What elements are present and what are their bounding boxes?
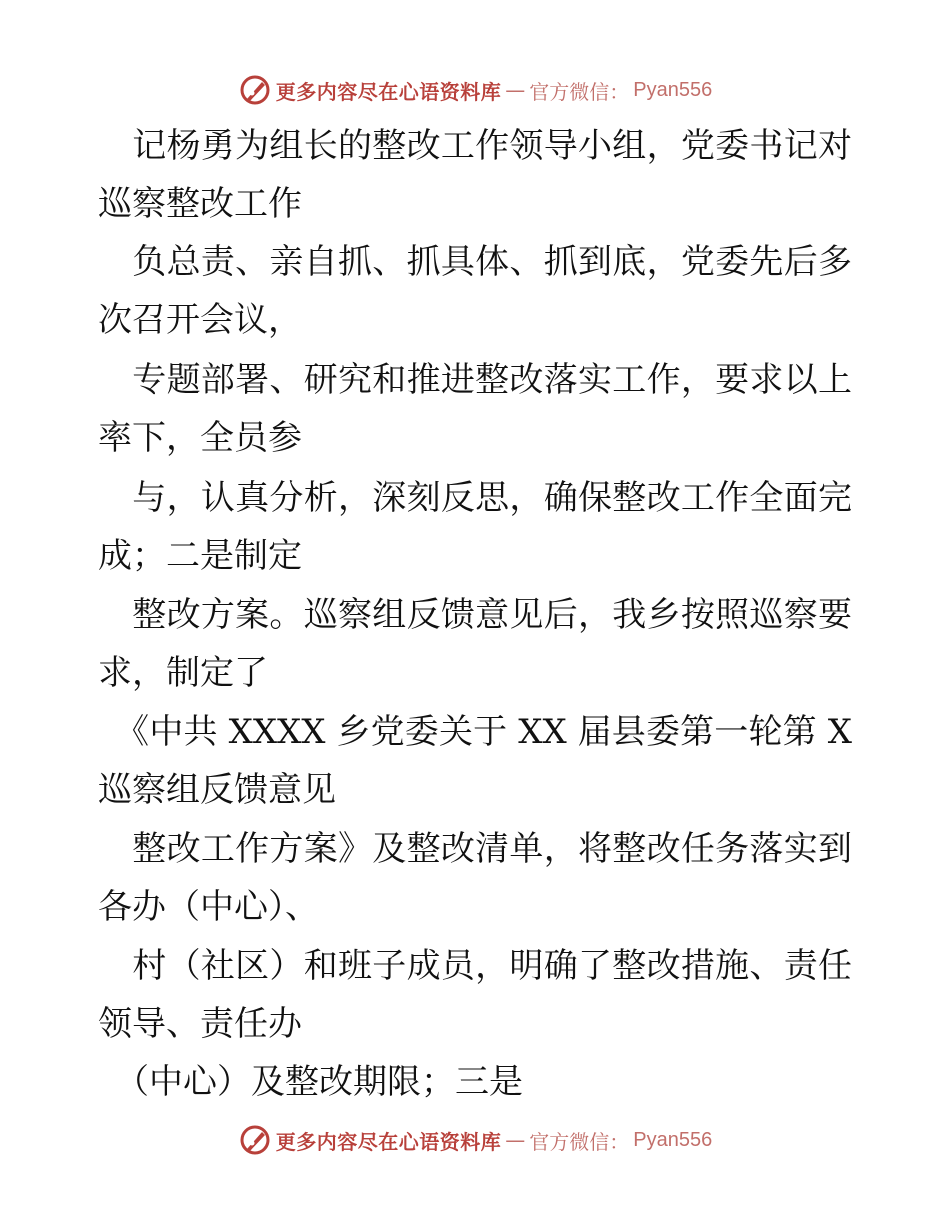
text-line: 与，认真分析，深刻反思，确保整改工作全面完 [98,478,852,518]
wechat-label: 官方微信： [529,1129,630,1154]
wechat-id: Pyan556 [633,78,713,101]
text-line: 求，制定了 [98,653,268,693]
text-line: 率下，全员参 [98,418,302,458]
watermark-separator: — [505,1128,526,1152]
text-line: 负总责、亲自抓、抓具体、抓到底，党委先后多 [98,242,852,282]
text-line: 成；二是制定 [98,536,302,576]
wechat-label: 官方微信： [529,79,630,104]
text-line: 专题部署、研究和推进整改落实工作，要求以上 [98,360,852,400]
wechat-id: Pyan556 [633,1128,713,1151]
watermark-text: 更多内容尽在心语资料库 [275,1129,502,1154]
text-line: 领导、责任办 [98,1004,302,1044]
text-line: 巡察组反馈意见 [98,770,336,810]
footer-watermark [0,1120,950,1160]
watermark-text: 更多内容尽在心语资料库 [275,79,502,104]
text-line: 各办（中心）、 [98,887,319,927]
text-line: 记杨勇为组长的整改工作领导小组，党委书记对 [98,126,852,166]
text-line: （中心）及整改期限；三是 [98,1062,523,1102]
text-line: 巡察整改工作 [98,184,302,224]
text-line: 《中共 XXXX 乡党委关于 XX 届县委第一轮第 X [98,712,852,752]
text-line: 整改工作方案》及整改清单，将整改任务落实到 [98,829,852,869]
text-line: 整改方案。巡察组反馈意见后，我乡按照巡察要 [98,595,852,635]
text-line: 次召开会议， [98,300,302,340]
quill-logo-icon [238,1123,272,1157]
watermark-separator: — [505,78,526,102]
text-line: 村（社区）和班子成员，明确了整改措施、责任 [98,946,852,986]
